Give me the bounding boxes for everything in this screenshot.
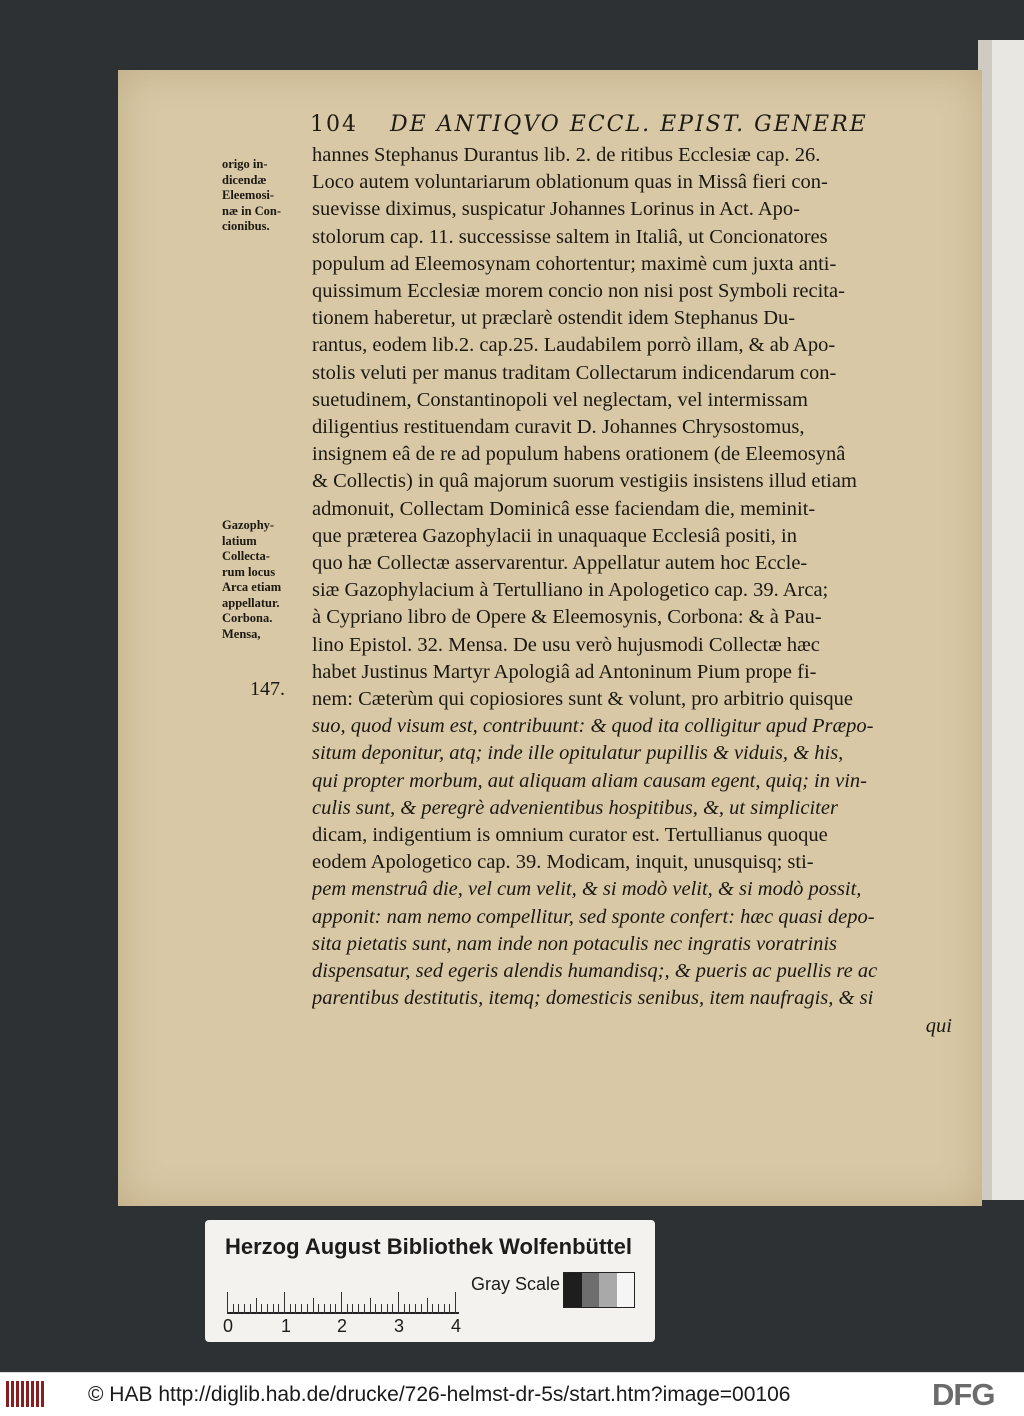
ruler-tick [313,1298,314,1314]
ruler-label: 3 [394,1316,405,1336]
margin-note-line: Mensa, [222,626,261,641]
hab-logo-icon [6,1381,48,1407]
text-line: suevisse diximus, suspicatur Johannes Lorinus in Act. Apo- [312,198,800,221]
ruler-tick [352,1304,353,1314]
ruler-tick [227,1292,228,1314]
ruler-tick [375,1304,376,1314]
text-line: lino Epistol. 32. Mensa. De usu verò hujusmodi Collectæ hæc [312,633,820,656]
text-line: à Cypriano libro de Opere & Eleemosynis, Corbona: & à Pau- [312,606,822,629]
ruler-tick [238,1304,239,1314]
text-line: insignem eâ de re ad populum habens orationem (de Eleemosynâ [312,443,846,466]
margin-note-line: næ in Con- [222,203,282,218]
text-line: populum ad Eleemosynam cohortentur; maximè cum juxta anti- [312,252,837,275]
margin-note-line: Gazophy- [222,518,275,532]
ruler-tick [449,1304,450,1314]
margin-note-line: Collecta- [222,549,270,563]
ruler-tick [261,1304,262,1314]
margin-note-line: dicendæ [222,172,267,187]
ruler-label: 0 [223,1316,234,1336]
ruler-tick [233,1304,234,1314]
text-line: culis sunt, & peregrè advenientibus hospitibus, &, ut simpliciter [312,796,838,819]
ruler-tick [364,1304,365,1314]
ruler-tick [444,1304,445,1314]
text-line: situm deponitur, atq; inde ille opitulatur pupillis & viduis, & his, [312,742,844,765]
ruler-tick [427,1298,428,1314]
ruler-tick [307,1304,308,1314]
ruler-tick [273,1304,274,1314]
ruler-tick [284,1292,285,1314]
ruler-tick [432,1304,433,1314]
ruler-tick [256,1298,257,1314]
margin-note-line: Corbona. [222,611,273,625]
gray-swatch [582,1273,600,1307]
ruler-tick [358,1304,359,1314]
text-line: pem menstruâ die, vel cum velit, & si modò velit, & si modò possit, [312,878,862,901]
margin-note-line: rum locus [222,564,276,579]
ruler-tick [347,1304,348,1314]
ruler-tick [278,1304,279,1314]
text-line: diligentius restituendam curavit D. Johannes Chrysostomus, [312,416,805,439]
margin-note-line: appellatur. [222,595,280,610]
gray-scale-label: Gray Scale [471,1274,561,1294]
ruler-tick [415,1304,416,1314]
ruler-tick [250,1304,251,1314]
source-credit[interactable]: © HAB http://diglib.hab.de/drucke/726-helmst-dr-5s/start.htm?image=00106 [88,1383,791,1406]
text-line: parentibus destitutis, itemq; domesticis senibus, item naufragis, & si [312,987,874,1010]
ruler-tick [387,1304,388,1314]
centimeter-ruler [227,1272,459,1314]
ruler-tick [267,1304,268,1314]
margin-note-line: origo in- [222,157,268,171]
margin-note-line: Arca etiam [222,580,282,594]
gray-scale-swatches [563,1272,635,1308]
ruler-tick [404,1304,405,1314]
ruler-tick [455,1292,456,1314]
ruler-tick [381,1304,382,1314]
gray-swatch [564,1273,582,1307]
text-line: tionem haberetur, ut præclarè ostendit idem Stephanus Du- [312,307,796,330]
gray-swatch [617,1273,635,1307]
ruler-tick [295,1304,296,1314]
text-line: quo hæ Collectæ asservarentur. Appellatur autem hoc Eccle- [312,552,808,575]
ruler-tick [398,1292,399,1314]
text-line: Loco autem voluntariarum oblationum quas in Missâ fieri con- [312,171,828,194]
text-line: qui [925,1014,952,1037]
text-line: eodem Apologetico cap. 39. Modicam, inquit, unusquisq; sti- [312,851,814,874]
ruler-tick [244,1304,245,1314]
text-line: nem: Cæterùm qui copiosiores sunt & volunt, pro arbitrio quisque [312,688,853,711]
ruler-tick [324,1304,325,1314]
ruler-tick [409,1304,410,1314]
viewer-footer [0,1372,1024,1416]
margin-note-line: latium [222,533,257,548]
ruler-tick [335,1304,336,1314]
text-line: dicam, indigentium is omnium curator est. Tertullianus quoque [312,824,828,847]
library-scale-card [205,1220,655,1342]
ruler-label: 2 [337,1316,348,1336]
text-line: sita pietatis sunt, nam inde non potaculis nec ingratis voratrinis [312,932,838,955]
running-head-title: DE ANTIQVO ECCL. EPIST. GENERE [390,112,868,137]
library-name: Herzog August Bibliothek Wolfenbüttel [225,1234,632,1259]
dfg-logo: DFG [932,1377,995,1412]
margin-note-line: cionibus. [222,219,270,233]
text-line: quissimum Ecclesiæ morem concio non nisi post Symboli recita- [312,280,845,303]
text-line: & Collectis) in quâ majorum suorum vestigiis insistens illud etiam [312,470,857,493]
body-text [312,142,952,1040]
text-line: stolis veluti per manus traditam Collectarum indicendarum con- [312,361,837,384]
text-line: qui propter morbum, aut aliquam aliam causam egent, quiq; in vin- [312,769,867,792]
ruler-tick [318,1304,319,1314]
margin-note-1 [222,157,312,235]
text-line: apponit: nam nemo compellitur, sed sponte confert: hæc quasi depo- [312,905,875,928]
text-line: suo, quod visum est, contribuunt: & quod ita colligitur apud Præpo- [312,715,874,738]
page-edge-light [992,40,1024,1200]
margin-note-2 [222,518,312,642]
ruler-tick [330,1304,331,1314]
text-line: habet Justinus Martyr Apologiâ ad Antoninum Pium prope fi- [312,660,817,683]
ruler-tick [438,1304,439,1314]
ruler-label: 4 [451,1316,462,1336]
running-header [310,112,930,137]
text-line: admonuit, Collectam Dominicâ esse faciendam die, meminit- [312,497,816,520]
text-line: rantus, eodem lib.2. cap.25. Laudabilem porrò illam, & ab Apo- [312,334,836,357]
ruler-label: 1 [281,1316,292,1336]
text-line: que præterea Gazophylacii in unaquaque Ecclesiâ positi, in [312,524,797,547]
margin-note-line: Eleemosi- [222,188,275,202]
text-line: dispensatur, sed egeris alendis humandisq;, & pueris ac puellis re ac [312,960,878,983]
ruler-tick [392,1304,393,1314]
text-line: hannes Stephanus Durantus lib. 2. de ritibus Ecclesiæ cap. 26. [312,144,821,166]
ruler-tick [301,1304,302,1314]
ruler-tick [421,1304,422,1314]
ruler-tick [290,1304,291,1314]
text-line: siæ Gazophylacium à Tertulliano in Apologetico cap. 39. Arca; [312,579,829,602]
ruler-tick [341,1292,342,1314]
gray-swatch [599,1273,617,1307]
page-number: 104 [310,112,358,137]
text-line: suetudinem, Constantinopoli vel neglectam, vel intermissam [312,388,808,411]
ruler-tick [370,1298,371,1314]
text-line: stolorum cap. 11. successisse saltem in Italiâ, ut Concionatores [312,225,828,248]
margin-number: 147. [250,678,285,700]
